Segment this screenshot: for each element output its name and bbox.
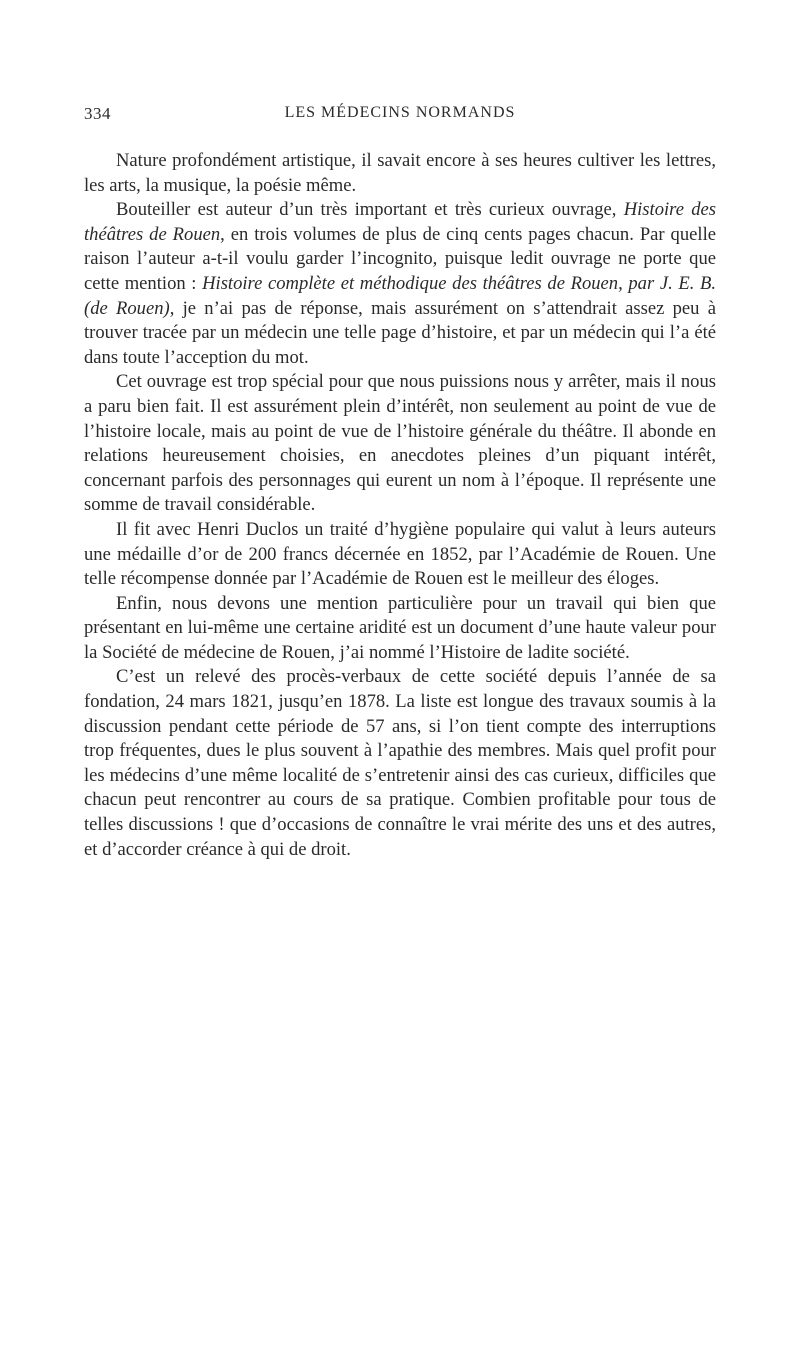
paragraph bbox=[84, 592, 716, 666]
text-segment: Il fit avec Henri Duclos un traité d’hygiène populaire qui valut à leurs auteurs une médaille d’or de 200 francs décernée en 1852, par l’Académie de Rouen. Une telle récompense donnée par l’Académie de Rouen est le meilleur des éloges. bbox=[84, 518, 716, 590]
text-segment: Bouteiller est auteur d’un très important et très curieux ouvrage, bbox=[116, 199, 624, 221]
text-segment: C’est un relevé des procès-verbaux de cette société depuis l’année de sa fondation, 24 mars 1821, jusqu’en 1878. La liste est longue des travaux soumis à la discussion pendant cette période de 57 ans, si l’on tient compte des interruptions trop fréquentes, dues le plus souvent à l’apathie des membres. Mais quel profit pour les médecins d’une même localité de s’entretenir ainsi des cas curieux, difficiles que chacun peut rencontrer au cours de sa pratique. Combien profitable pour tous de telles discussions ! que d’occasions de connaître le vrai mérite des uns et des autres, et d’accorder créance à qui de droit. bbox=[84, 666, 716, 860]
text-segment: Nature profondément artistique, il savait encore à ses heures cultiver les lettres, les arts, la musique, la poésie même. bbox=[84, 150, 716, 196]
running-title: LES MÉDECINS NORMANDS bbox=[284, 104, 516, 121]
text-segment: Cet ouvrage est trop spécial pour que nous puissions nous y arrêter, mais il nous a paru bien fait. Il est assurément plein d’intérêt, non seulement au point de vue de l’histoire locale, mais au point de vue de l’histoire générale du théâtre. Il abonde en relations heureusement choisies, en anecdotes pleines d’un piquant intérêt, concernant parfois des personnages qui eurent un nom à l’époque. Il représente une somme de travail considérable. bbox=[84, 371, 716, 516]
body-text bbox=[84, 149, 716, 862]
book-title-italic: Histoire complète et méthodique des théâtres de Rouen, par J. E. B. (de Rouen) bbox=[84, 272, 716, 319]
text-segment: , en trois volumes de plus de cinq cents pages chacun. Par quelle raison l’auteur a-t-il voulu garder l’incognito, puisque ledit ouvrage ne porte que cette mention : bbox=[84, 223, 716, 294]
paragraph bbox=[84, 370, 716, 518]
running-head bbox=[84, 104, 716, 128]
paragraph bbox=[84, 665, 716, 862]
text-segment: Enfin, nous devons une mention particulière pour un travail qui bien que présentant en lui-même une certaine aridité est un document d’une haute valeur pour la Société de médecine de Rouen, j’ai nommé l’Histoire de ladite société. bbox=[84, 592, 716, 663]
paragraph bbox=[84, 198, 716, 370]
paragraph bbox=[84, 518, 716, 592]
text-segment: , je n’ai pas de réponse, mais assurément on s’attendrait assez peu à trouver tracée par un médecin une telle page d’histoire, et par un médecin qui l’a été dans toute l’acception du mot. bbox=[84, 297, 716, 368]
book-title-italic: Histoire des théâtres de Rouen bbox=[84, 199, 716, 245]
paragraph bbox=[84, 149, 716, 198]
page-number: 334 bbox=[84, 104, 111, 123]
